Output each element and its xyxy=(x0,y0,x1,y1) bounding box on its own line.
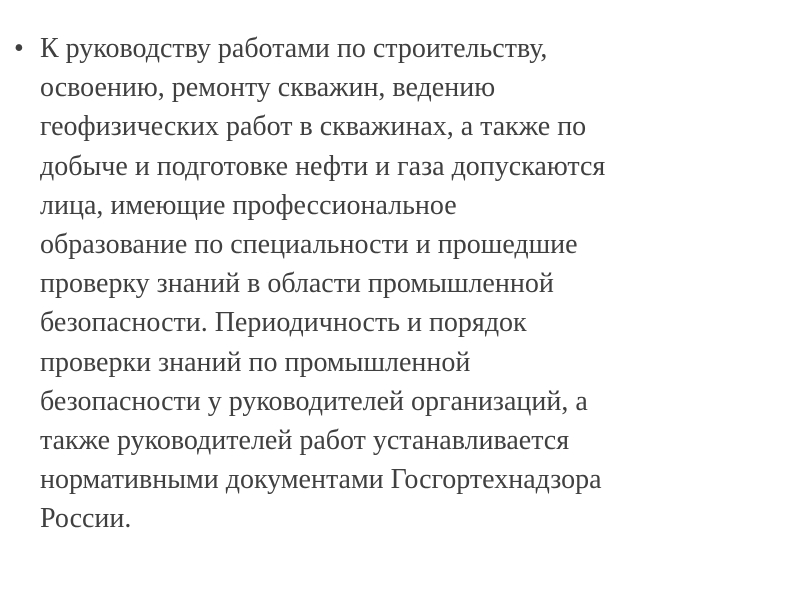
bullet-item xyxy=(14,29,754,539)
bullet-text-line-5: лица, имеющие профессиональное xyxy=(40,189,457,221)
bullet-text-line-1: К руководству работами по строительству, xyxy=(40,33,548,64)
bullet-text-line-7: проверку знаний в области промышленной xyxy=(40,268,554,300)
bullet-text-line-13: России. xyxy=(40,503,132,535)
bullet-text-line-10: безопасности у руководителей организаций, а xyxy=(40,385,588,417)
bullet-text-line-6: образование по специальности и прошедшие xyxy=(40,229,578,261)
bullet-text-line-9: проверки знаний по промышленной xyxy=(40,346,471,378)
bullet-text-line-11: также руководителей работ устанавливается xyxy=(40,425,570,457)
bullet-list xyxy=(14,29,754,539)
bullet-text-line-8: безопасности. Периодичность и порядок xyxy=(40,307,527,339)
bullet-text-line-3: геофизических работ в скважинах, а также по xyxy=(40,111,587,143)
bullet-marker: • xyxy=(14,33,24,64)
bullet-text-line-12: нормативными документами Госгортехнадзора xyxy=(40,464,602,496)
bullet-text-line-2: освоению, ремонту скважин, ведению xyxy=(40,72,496,104)
bullet-text-line-4: добыче и подготовке нефти и газа допускаются xyxy=(40,150,606,182)
